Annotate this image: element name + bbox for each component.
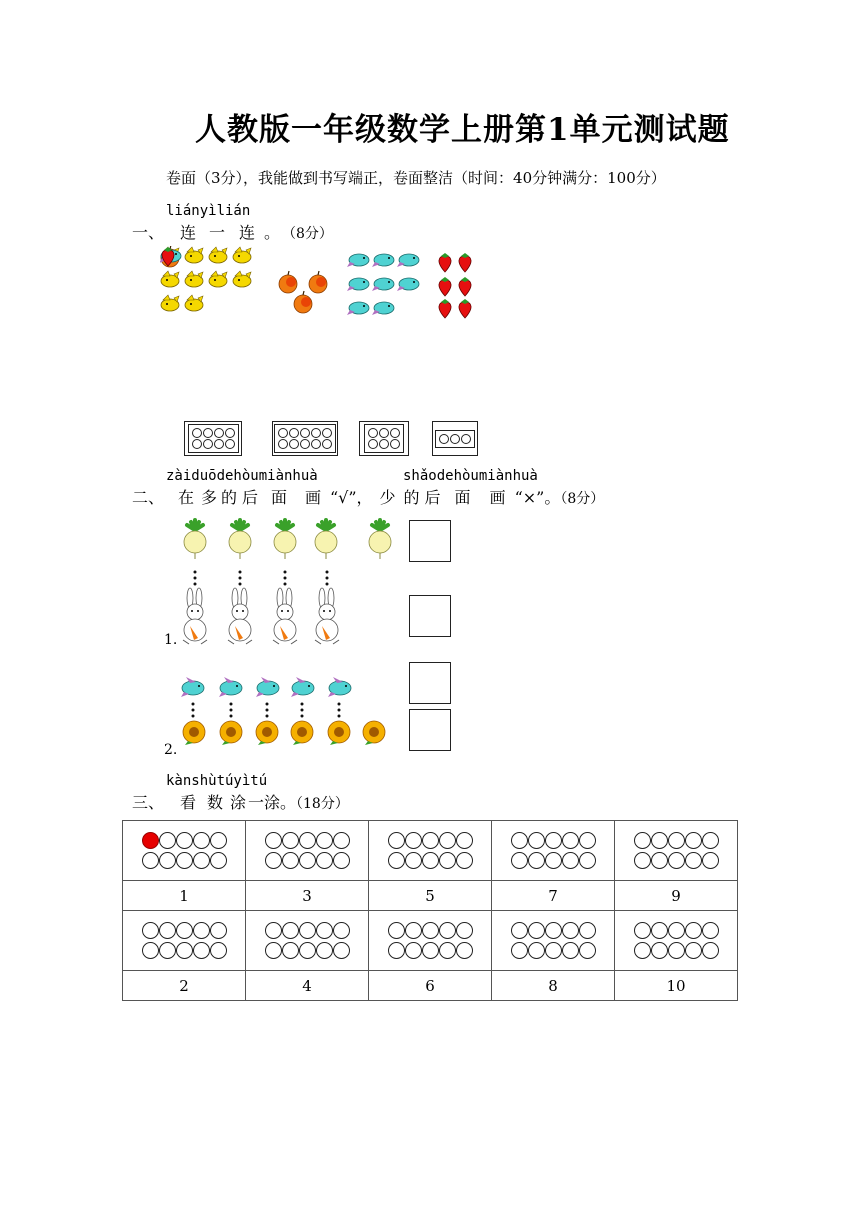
- dot: [390, 439, 400, 449]
- dot-grid: [435, 430, 475, 448]
- section1-heading: [132, 220, 333, 243]
- dot-grid: [188, 424, 239, 453]
- circle[interactable]: [668, 922, 685, 939]
- circle[interactable]: [422, 942, 439, 959]
- dot-box-3: [432, 421, 478, 456]
- dot: [192, 439, 202, 449]
- section2-char: 画: [304, 488, 321, 507]
- number-cell: 7: [492, 881, 615, 911]
- section2-char: 的: [403, 488, 420, 507]
- circle[interactable]: [265, 922, 282, 939]
- circle[interactable]: [702, 922, 719, 939]
- circle[interactable]: [545, 832, 562, 849]
- bird-row-icon: [181, 677, 351, 697]
- circle[interactable]: [545, 922, 562, 939]
- section2-char: 在: [177, 488, 194, 507]
- answer-box-radish[interactable]: [409, 520, 451, 562]
- radish-row-icon: [184, 520, 391, 559]
- section1-pinyin: liányìlián: [166, 203, 251, 219]
- circle[interactable]: [210, 922, 227, 939]
- dot: [322, 439, 332, 449]
- circle-cell[interactable]: [123, 911, 246, 971]
- circle[interactable]: [193, 852, 210, 869]
- section3-char: 数: [206, 793, 223, 812]
- circle[interactable]: [634, 852, 651, 869]
- circle-cell[interactable]: [615, 821, 738, 881]
- bird-sunflower-pictures: [178, 674, 388, 746]
- section3-char: 涂。: [264, 793, 297, 812]
- dot: [311, 428, 321, 438]
- circle[interactable]: [456, 942, 473, 959]
- section2-char: 后: [424, 488, 441, 507]
- circle[interactable]: [511, 832, 528, 849]
- section1-number: 一、: [132, 223, 165, 242]
- circle[interactable]: [176, 942, 193, 959]
- circle[interactable]: [193, 832, 210, 849]
- section3-points: （18分）: [296, 796, 349, 812]
- circle[interactable]: [422, 852, 439, 869]
- dot: [439, 434, 449, 444]
- circle[interactable]: [142, 942, 159, 959]
- circle[interactable]: [316, 922, 333, 939]
- circle[interactable]: [159, 942, 176, 959]
- section3-char: 涂: [229, 793, 246, 812]
- section2-pinyin-right: shǎodehòumiànhuà: [403, 468, 538, 484]
- circle[interactable]: [651, 832, 668, 849]
- section2-char: 画: [489, 488, 506, 507]
- circle[interactable]: [193, 942, 210, 959]
- circle[interactable]: [333, 922, 350, 939]
- circle[interactable]: [210, 942, 227, 959]
- circle[interactable]: [422, 922, 439, 939]
- sunflower-row-icon: [183, 721, 385, 745]
- circle[interactable]: [545, 852, 562, 869]
- section3-char: 一: [248, 793, 265, 812]
- circle[interactable]: [528, 832, 545, 849]
- section1-char: 。: [263, 223, 280, 242]
- circle[interactable]: [333, 832, 350, 849]
- dot: [379, 428, 389, 438]
- circle[interactable]: [439, 852, 456, 869]
- circle[interactable]: [439, 922, 456, 939]
- circle[interactable]: [634, 922, 651, 939]
- number-cell: 2: [123, 971, 246, 1001]
- circle[interactable]: [282, 852, 299, 869]
- circle[interactable]: [456, 832, 473, 849]
- circle[interactable]: [528, 922, 545, 939]
- circle[interactable]: [702, 942, 719, 959]
- circle[interactable]: [265, 852, 282, 869]
- circle[interactable]: [651, 922, 668, 939]
- circle[interactable]: [265, 942, 282, 959]
- section1-char: 连: [238, 223, 255, 242]
- circle[interactable]: [668, 852, 685, 869]
- dot: [390, 428, 400, 438]
- circle-cell[interactable]: [492, 911, 615, 971]
- circle[interactable]: [439, 832, 456, 849]
- question1-label: 1.: [164, 632, 178, 648]
- circle[interactable]: [159, 922, 176, 939]
- page-title: 人教版一年级数学上册第1单元测试题: [195, 112, 730, 148]
- number-row: [123, 971, 738, 1001]
- circle[interactable]: [685, 832, 702, 849]
- circle[interactable]: [210, 832, 227, 849]
- circle[interactable]: [176, 852, 193, 869]
- dot: [368, 439, 378, 449]
- circle[interactable]: [159, 852, 176, 869]
- circle[interactable]: [316, 942, 333, 959]
- section3-number: 三、: [132, 793, 165, 812]
- question2-label: 2.: [164, 742, 178, 758]
- circle[interactable]: [545, 942, 562, 959]
- coloring-table: [122, 820, 738, 1001]
- circle[interactable]: [299, 942, 316, 959]
- circle[interactable]: [405, 852, 422, 869]
- filled-circle[interactable]: [142, 832, 159, 849]
- circle[interactable]: [562, 942, 579, 959]
- section2-pinyin-left: zàiduōdehòumiànhuà: [166, 468, 318, 484]
- check-mark-text: “√”，: [330, 488, 373, 507]
- number-row: [123, 881, 738, 911]
- circle[interactable]: [265, 832, 282, 849]
- dot: [192, 428, 202, 438]
- circle[interactable]: [405, 922, 422, 939]
- dot: [289, 439, 299, 449]
- circle[interactable]: [685, 922, 702, 939]
- circle[interactable]: [579, 942, 596, 959]
- page-subtitle: 卷面（3分），我能做到书写端正，卷面整洁（时间：40分钟满分：100分）: [166, 169, 666, 187]
- dot: [203, 428, 213, 438]
- number-cell: 9: [615, 881, 738, 911]
- connector-dots: [192, 703, 341, 718]
- circle[interactable]: [159, 832, 176, 849]
- answer-box-sunflower[interactable]: [409, 709, 451, 751]
- circle[interactable]: [333, 852, 350, 869]
- circle[interactable]: [282, 922, 299, 939]
- section2-points: （8分）: [560, 491, 605, 507]
- section2-char: 面: [454, 488, 471, 507]
- dot: [311, 439, 321, 449]
- circle[interactable]: [579, 922, 596, 939]
- circle[interactable]: [528, 942, 545, 959]
- dot: [278, 428, 288, 438]
- circle-cell[interactable]: [492, 821, 615, 881]
- number-cell: 8: [492, 971, 615, 1001]
- circle[interactable]: [685, 852, 702, 869]
- section2-char: 后: [241, 488, 258, 507]
- section2-number: 二、: [132, 488, 165, 507]
- dot: [289, 428, 299, 438]
- circle[interactable]: [388, 852, 405, 869]
- dot: [225, 428, 235, 438]
- section3-heading: [132, 790, 349, 813]
- section3-char: 看: [179, 793, 196, 812]
- dot: [379, 439, 389, 449]
- circle[interactable]: [316, 832, 333, 849]
- circle[interactable]: [316, 852, 333, 869]
- dot: [322, 428, 332, 438]
- circle[interactable]: [456, 852, 473, 869]
- number-cell: 3: [246, 881, 369, 911]
- dot: [214, 428, 224, 438]
- circle[interactable]: [388, 942, 405, 959]
- section1-pictures: [160, 246, 480, 324]
- number-cell: 4: [246, 971, 369, 1001]
- circle[interactable]: [388, 922, 405, 939]
- section1-char: 一: [208, 223, 225, 242]
- circle[interactable]: [176, 832, 193, 849]
- circle-row: [123, 911, 738, 971]
- circle-cell[interactable]: [369, 911, 492, 971]
- circle-cell[interactable]: [369, 821, 492, 881]
- circle[interactable]: [142, 852, 159, 869]
- circle[interactable]: [702, 852, 719, 869]
- circle-row: [123, 821, 738, 881]
- number-cell: 6: [369, 971, 492, 1001]
- circle[interactable]: [176, 922, 193, 939]
- section3-pinyin: kànshùtúyìtú: [166, 773, 268, 789]
- section2-heading: [132, 485, 604, 508]
- number-cell: 5: [369, 881, 492, 911]
- section2-char: 面: [270, 488, 287, 507]
- circle[interactable]: [405, 832, 422, 849]
- dot-box-10: [272, 421, 338, 456]
- circle[interactable]: [651, 942, 668, 959]
- circle[interactable]: [579, 832, 596, 849]
- dot: [368, 428, 378, 438]
- circle[interactable]: [562, 852, 579, 869]
- section2-char: 的: [220, 488, 237, 507]
- circle[interactable]: [668, 832, 685, 849]
- dot-box-6: [359, 421, 409, 456]
- rabbit-row-icon: [183, 588, 339, 644]
- dot-box-8: [184, 421, 242, 456]
- circle[interactable]: [299, 832, 316, 849]
- circle[interactable]: [651, 852, 668, 869]
- dot: [278, 439, 288, 449]
- circle-cell[interactable]: [615, 911, 738, 971]
- circle[interactable]: [511, 942, 528, 959]
- section2-char: 少: [379, 488, 396, 507]
- circle[interactable]: [511, 922, 528, 939]
- circle[interactable]: [193, 922, 210, 939]
- circle[interactable]: [333, 942, 350, 959]
- dot: [225, 439, 235, 449]
- circle[interactable]: [685, 942, 702, 959]
- circle[interactable]: [456, 922, 473, 939]
- circle[interactable]: [511, 852, 528, 869]
- dot: [300, 439, 310, 449]
- answer-box-bird[interactable]: [409, 662, 451, 704]
- dot-grid: [364, 424, 404, 453]
- answer-box-rabbit[interactable]: [409, 595, 451, 637]
- circle[interactable]: [282, 832, 299, 849]
- circle[interactable]: [142, 922, 159, 939]
- number-cell: 10: [615, 971, 738, 1001]
- dot: [214, 439, 224, 449]
- circle[interactable]: [634, 942, 651, 959]
- dot-grid: [274, 424, 336, 453]
- circle[interactable]: [439, 942, 456, 959]
- circle[interactable]: [282, 942, 299, 959]
- circle[interactable]: [579, 852, 596, 869]
- circle[interactable]: [388, 832, 405, 849]
- circle[interactable]: [528, 852, 545, 869]
- dot: [450, 434, 460, 444]
- section1-char: 连: [179, 223, 196, 242]
- cross-mark-text: “×”。: [514, 488, 561, 507]
- dot: [461, 434, 471, 444]
- circle-cell[interactable]: [123, 821, 246, 881]
- section1-points: （8分）: [282, 226, 333, 242]
- circle[interactable]: [634, 832, 651, 849]
- number-cell: 1: [123, 881, 246, 911]
- circle[interactable]: [562, 832, 579, 849]
- circle[interactable]: [405, 942, 422, 959]
- section2-char: 多: [200, 488, 217, 507]
- circle[interactable]: [422, 832, 439, 849]
- circle[interactable]: [668, 942, 685, 959]
- dot: [203, 439, 213, 449]
- circle-cell[interactable]: [246, 911, 369, 971]
- circle[interactable]: [562, 922, 579, 939]
- circle-cell[interactable]: [246, 821, 369, 881]
- dot: [300, 428, 310, 438]
- circle[interactable]: [299, 852, 316, 869]
- circle[interactable]: [210, 852, 227, 869]
- circle[interactable]: [702, 832, 719, 849]
- circle[interactable]: [299, 922, 316, 939]
- radish-rabbit-pictures: [175, 514, 405, 646]
- connector-dots: [194, 571, 329, 586]
